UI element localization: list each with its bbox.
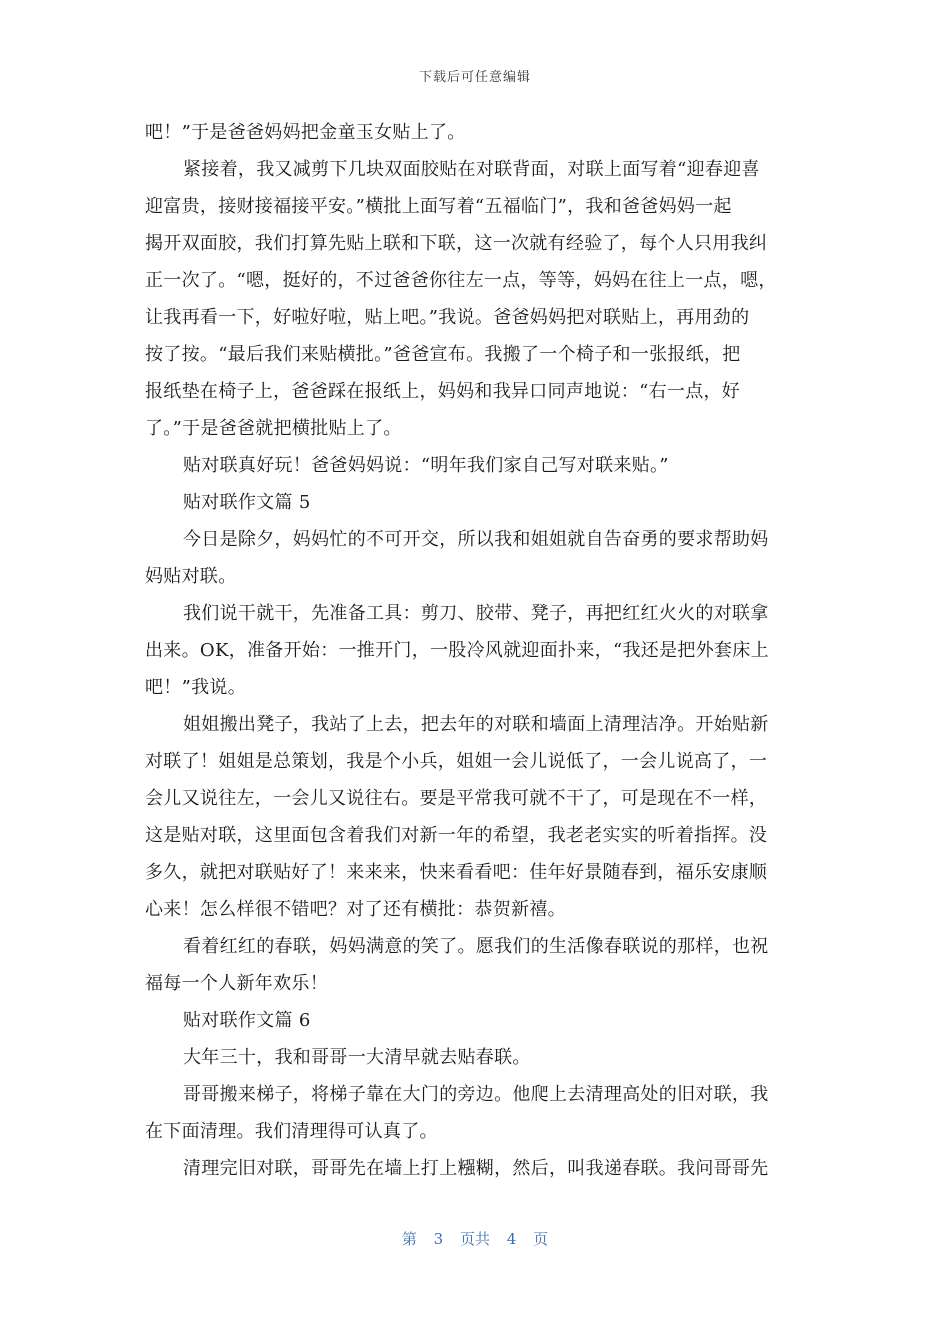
page-number: 第 3 页共 4 页 [401,1230,549,1248]
text-line: 揭开双面胶，我们打算先贴上联和下联，这一次就有经验了，每个人只用我纠 [145,233,768,254]
text-line: 今日是除夕，妈妈忙的不可开交，所以我和姐姐就自告奋勇的要求帮助妈 [183,529,769,550]
text-line: 福每一个人新年欢乐！ [145,973,328,994]
text-line: 吧！”于是爸爸妈妈把金童玉女贴上了。 [145,122,466,143]
text-line: 大年三十，我和哥哥一大清早就去贴春联。 [183,1047,531,1068]
document-body [145,114,805,1187]
text-line: 会儿又说往左，一会儿又说往右。要是平常我可就不干了，可是现在不一样， [145,788,768,809]
text-line: 报纸垫在椅子上，爸爸踩在报纸上，妈妈和我异口同声地说：“右一点，好 [145,381,741,402]
text-line: 心来！怎么样很不错吧？对了还有横批：恭贺新禧。 [145,899,566,920]
text-line: 这是贴对联，这里面包含着我们对新一年的希望，我老老实实的听着指挥。没 [145,825,768,846]
text-line: 让我再看一下，好啦好啦，贴上吧。”我说。爸爸妈妈把对联贴上，再用劲的 [145,307,750,328]
text-line: 贴对联真好玩！爸爸妈妈说：“明年我们家自己写对联来贴。” [183,455,669,476]
text-line: 清理完旧对联，哥哥先在墙上打上糨糊，然后，叫我递春联。我问哥哥先 [183,1158,769,1179]
text-line: 我们说干就干，先准备工具：剪刀、胶带、凳子，再把红红火火的对联拿 [183,603,769,624]
text-line: 哥哥搬来梯子，将梯子靠在大门的旁边。他爬上去清理高处的旧对联，我 [183,1084,769,1105]
section-heading: 贴对联作文篇 6 [183,1010,311,1031]
section-heading: 贴对联作文篇 5 [183,492,311,513]
text-line: 正一次了。“嗯，挺好的，不过爸爸你往左一点，等等，妈妈在往上一点，嗯， [145,270,777,291]
text-line: 姐姐搬出凳子，我站了上去，把去年的对联和墙面上清理洁净。开始贴新 [183,714,769,735]
text-line: 迎富贵，接财接福接平安。”横批上面写着“五福临门”，我和爸爸妈妈一起 [145,196,732,217]
text-line: 出来。OK，准备开始：一推开门，一股冷风就迎面扑来，“我还是把外套床上 [145,640,769,661]
page-header-note: 下载后可任意编辑 [418,70,531,85]
text-line: 在下面清理。我们清理得可认真了。 [145,1121,438,1142]
text-line: 吧！”我说。 [145,677,247,698]
text-line: 对联了！姐姐是总策划，我是个小兵，姐姐一会儿说低了，一会儿说高了，一 [145,751,768,772]
text-line: 紧接着，我又减剪下几块双面胶贴在对联背面，对联上面写着“迎春迎喜 [183,159,760,180]
text-line: 多久，就把对联贴好了！来来来，快来看看吧：佳年好景随春到，福乐安康顺 [145,862,768,883]
text-line: 看着红红的春联，妈妈满意的笑了。愿我们的生活像春联说的那样，也祝 [183,936,769,957]
text-line: 了。”于是爸爸就把横批贴上了。 [145,418,402,439]
text-line: 按了按。“最后我们来贴横批。”爸爸宣布。我搬了一个椅子和一张报纸，把 [145,344,741,365]
text-line: 妈贴对联。 [145,566,237,587]
